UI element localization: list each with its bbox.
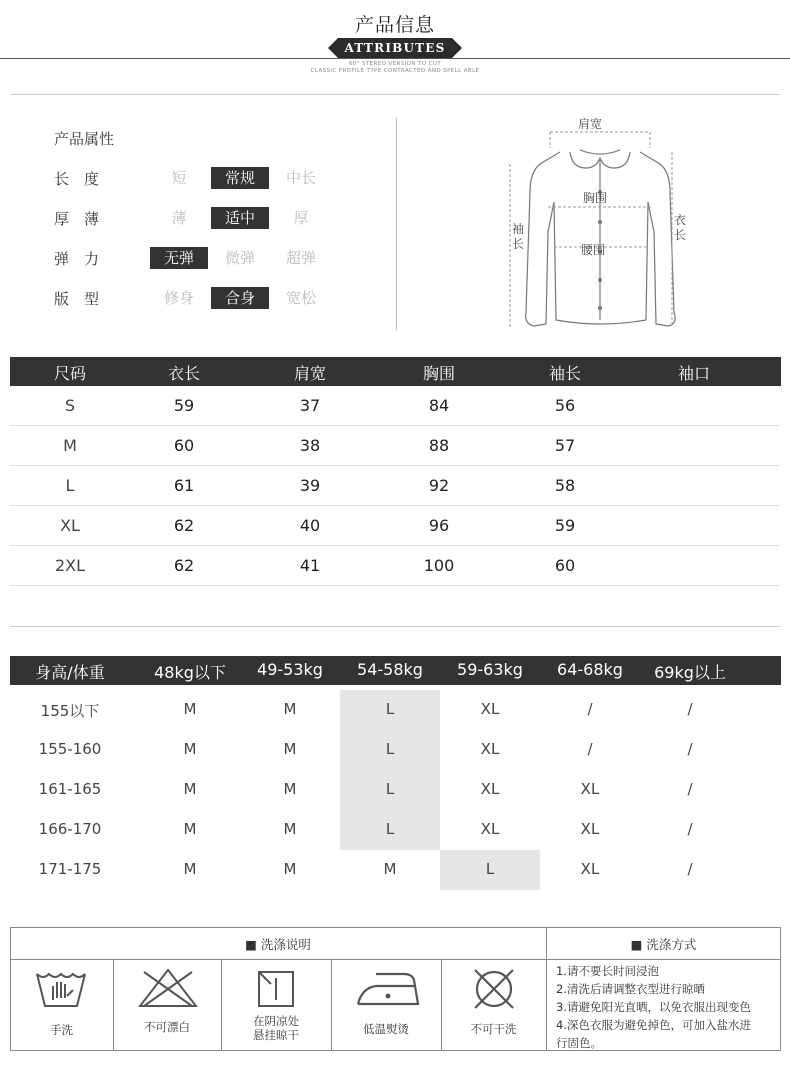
- fit-col-header: 69kg以上: [654, 663, 726, 682]
- attr-option: 超弹: [285, 249, 316, 267]
- fit-size-cell: XL: [580, 860, 600, 878]
- fit-size-cell: /: [587, 700, 593, 718]
- size-value-cell: 100: [423, 556, 455, 575]
- fit-col-header: 48kg以下: [154, 663, 226, 682]
- size-label-cell: 2XL: [54, 556, 86, 575]
- fit-size-cell: L: [485, 860, 495, 878]
- fit-size-cell: M: [183, 780, 197, 798]
- header-subtitle-1: 60° STEREO VERSION TO CUT: [348, 61, 442, 67]
- size-value-cell: 62: [173, 516, 195, 535]
- fit-size-cell: M: [283, 700, 297, 718]
- care-right-title: ■ 洗涤方式: [630, 937, 697, 952]
- attr-label-fit: 版 型: [54, 290, 100, 308]
- fit-size-cell: M: [283, 820, 297, 838]
- care-label-no-dry-clean: 不可干洗: [470, 1022, 517, 1036]
- size-value-cell: 41: [299, 556, 321, 575]
- attr-option: 修身: [163, 289, 194, 307]
- fit-col-header: 身高/体重: [35, 663, 105, 682]
- size-value-cell: 61: [173, 476, 195, 495]
- fit-size-cell: /: [687, 700, 693, 718]
- size-col-header: 肩宽: [293, 364, 326, 383]
- size-value-cell: 62: [173, 556, 195, 575]
- care-label-low-iron: 低温熨烫: [363, 1022, 409, 1036]
- fit-size-cell: XL: [480, 820, 500, 838]
- size-value-cell: 92: [428, 476, 450, 495]
- fit-size-cell: M: [383, 860, 397, 878]
- header-subtitle-2: CLASSIC PROFILE TYPE CONTRACTED AND SPELL ABLE: [310, 68, 480, 74]
- fit-height-cell: 171-175: [38, 860, 102, 878]
- fit-size-cell: M: [183, 820, 197, 838]
- care-label-no-bleach: 不可漂白: [144, 1020, 190, 1034]
- size-col-header: 袖长: [548, 364, 581, 383]
- fit-size-cell: M: [283, 740, 297, 758]
- size-value-cell: 37: [299, 396, 321, 415]
- care-instruction-line: 1.请不要长时间浸泡: [556, 964, 659, 978]
- size-value-cell: 88: [428, 436, 450, 455]
- fit-size-cell: M: [183, 740, 197, 758]
- label-shoulder: 肩宽: [578, 117, 603, 131]
- size-value-cell: 59: [173, 396, 195, 415]
- shirt-outline-icon: [500, 112, 700, 337]
- care-instruction-line: 3.请避免阳光直晒，以免衣服出现变色: [556, 1000, 751, 1014]
- fit-size-cell: L: [385, 740, 395, 758]
- table-row-divider: [10, 585, 780, 586]
- fit-table-header: [10, 656, 781, 685]
- size-value-cell: 40: [299, 516, 321, 535]
- care-instruction-line: 行固色。: [556, 1036, 602, 1050]
- care-instruction-line: 4.深色衣服为避免掉色，可加入盐水进: [556, 1018, 751, 1032]
- attr-option-selected: 常规: [211, 167, 269, 189]
- attributes-title: 产品属性: [54, 130, 115, 148]
- attr-option-selected: 适中: [211, 207, 269, 229]
- attr-option: 厚: [293, 209, 309, 227]
- fit-size-cell: M: [283, 860, 297, 878]
- size-table-header: [10, 357, 781, 386]
- care-label-line-dry: 在阴凉处 悬挂晾干: [253, 1014, 299, 1042]
- fit-col-header: 54-58kg: [357, 660, 423, 679]
- attr-option: 薄: [171, 209, 187, 227]
- fit-size-cell: L: [385, 700, 395, 718]
- fit-col-header: 49-53kg: [257, 660, 323, 679]
- page-title: 产品信息: [354, 14, 435, 36]
- attr-option: 宽松: [285, 289, 316, 307]
- size-value-cell: 38: [299, 436, 321, 455]
- attr-option-selected: 无弹: [150, 247, 208, 269]
- care-left-title: ■ 洗涤说明: [245, 937, 311, 952]
- fit-size-cell: M: [183, 860, 197, 878]
- attr-label-elasticity: 弹 力: [54, 250, 100, 268]
- header-divider: [0, 58, 790, 59]
- attr-label-length: 长 度: [54, 170, 100, 188]
- fit-size-cell: XL: [480, 780, 500, 798]
- attr-option: 短: [171, 169, 187, 187]
- fit-size-cell: /: [687, 860, 693, 878]
- fit-size-cell: /: [687, 820, 693, 838]
- size-label-cell: M: [63, 436, 77, 455]
- fit-col-header: 59-63kg: [457, 660, 523, 679]
- table-row-divider: [10, 425, 780, 426]
- attr-label-thickness: 厚 薄: [54, 210, 100, 228]
- label-waist: 腰围: [581, 243, 606, 257]
- size-value-cell: 60: [554, 556, 576, 575]
- table-row-divider: [10, 545, 780, 546]
- fit-size-cell: /: [687, 780, 693, 798]
- label-sleeve: 袖长: [512, 222, 525, 251]
- fit-size-cell: /: [587, 740, 593, 758]
- section-divider: [10, 94, 780, 95]
- shirt-diagram: [500, 112, 700, 337]
- fit-height-cell: 155-160: [38, 740, 102, 758]
- fit-size-cell: XL: [480, 740, 500, 758]
- table-row-divider: [10, 505, 780, 506]
- low-iron-icon: [356, 970, 420, 1012]
- fit-height-cell: 166-170: [38, 820, 102, 838]
- size-col-header: 衣长: [167, 364, 200, 383]
- no-bleach-icon: [138, 968, 198, 1012]
- size-value-cell: 56: [554, 396, 576, 415]
- table-row-divider: [10, 465, 780, 466]
- size-value-cell: 60: [173, 436, 195, 455]
- size-value-cell: 59: [554, 516, 576, 535]
- fit-size-cell: L: [385, 780, 395, 798]
- size-col-header: 胸围: [422, 364, 455, 383]
- size-value-cell: 57: [554, 436, 576, 455]
- fit-size-cell: M: [283, 780, 297, 798]
- care-instructions: [556, 962, 778, 1052]
- attr-option: 中长: [285, 169, 316, 187]
- fit-size-cell: M: [183, 700, 197, 718]
- size-label-cell: S: [64, 396, 76, 415]
- attributes-banner: ATTRIBUTES: [338, 38, 452, 58]
- no-dry-clean-icon: [471, 966, 517, 1016]
- fit-size-cell: XL: [580, 820, 600, 838]
- fit-height-cell: 161-165: [38, 780, 102, 798]
- attr-option: 微弹: [224, 249, 255, 267]
- size-value-cell: 58: [554, 476, 576, 495]
- care-label-hand-wash: 手洗: [50, 1023, 73, 1037]
- size-col-header: 尺码: [53, 364, 86, 383]
- size-col-header: 袖口: [677, 364, 710, 383]
- fit-col-header: 64-68kg: [557, 660, 623, 679]
- size-label-cell: XL: [60, 516, 80, 535]
- size-value-cell: 39: [299, 476, 321, 495]
- size-value-cell: 84: [428, 396, 450, 415]
- hand-wash-icon: [33, 966, 89, 1014]
- label-length: 衣长: [674, 213, 687, 242]
- fit-size-cell: /: [687, 740, 693, 758]
- care-instruction-line: 2.清洗后请调整衣型进行晾晒: [556, 982, 705, 996]
- size-label-cell: L: [65, 476, 75, 495]
- fit-size-cell: XL: [580, 780, 600, 798]
- attr-option-selected: 合身: [211, 287, 269, 309]
- size-value-cell: 96: [428, 516, 450, 535]
- fit-size-cell: L: [385, 820, 395, 838]
- section-divider: [10, 626, 780, 627]
- label-chest: 胸围: [583, 191, 608, 205]
- fit-size-cell: XL: [480, 700, 500, 718]
- fit-height-cell: 155以下: [40, 702, 100, 720]
- line-dry-shade-icon: [257, 970, 295, 1012]
- vertical-divider: [396, 118, 397, 330]
